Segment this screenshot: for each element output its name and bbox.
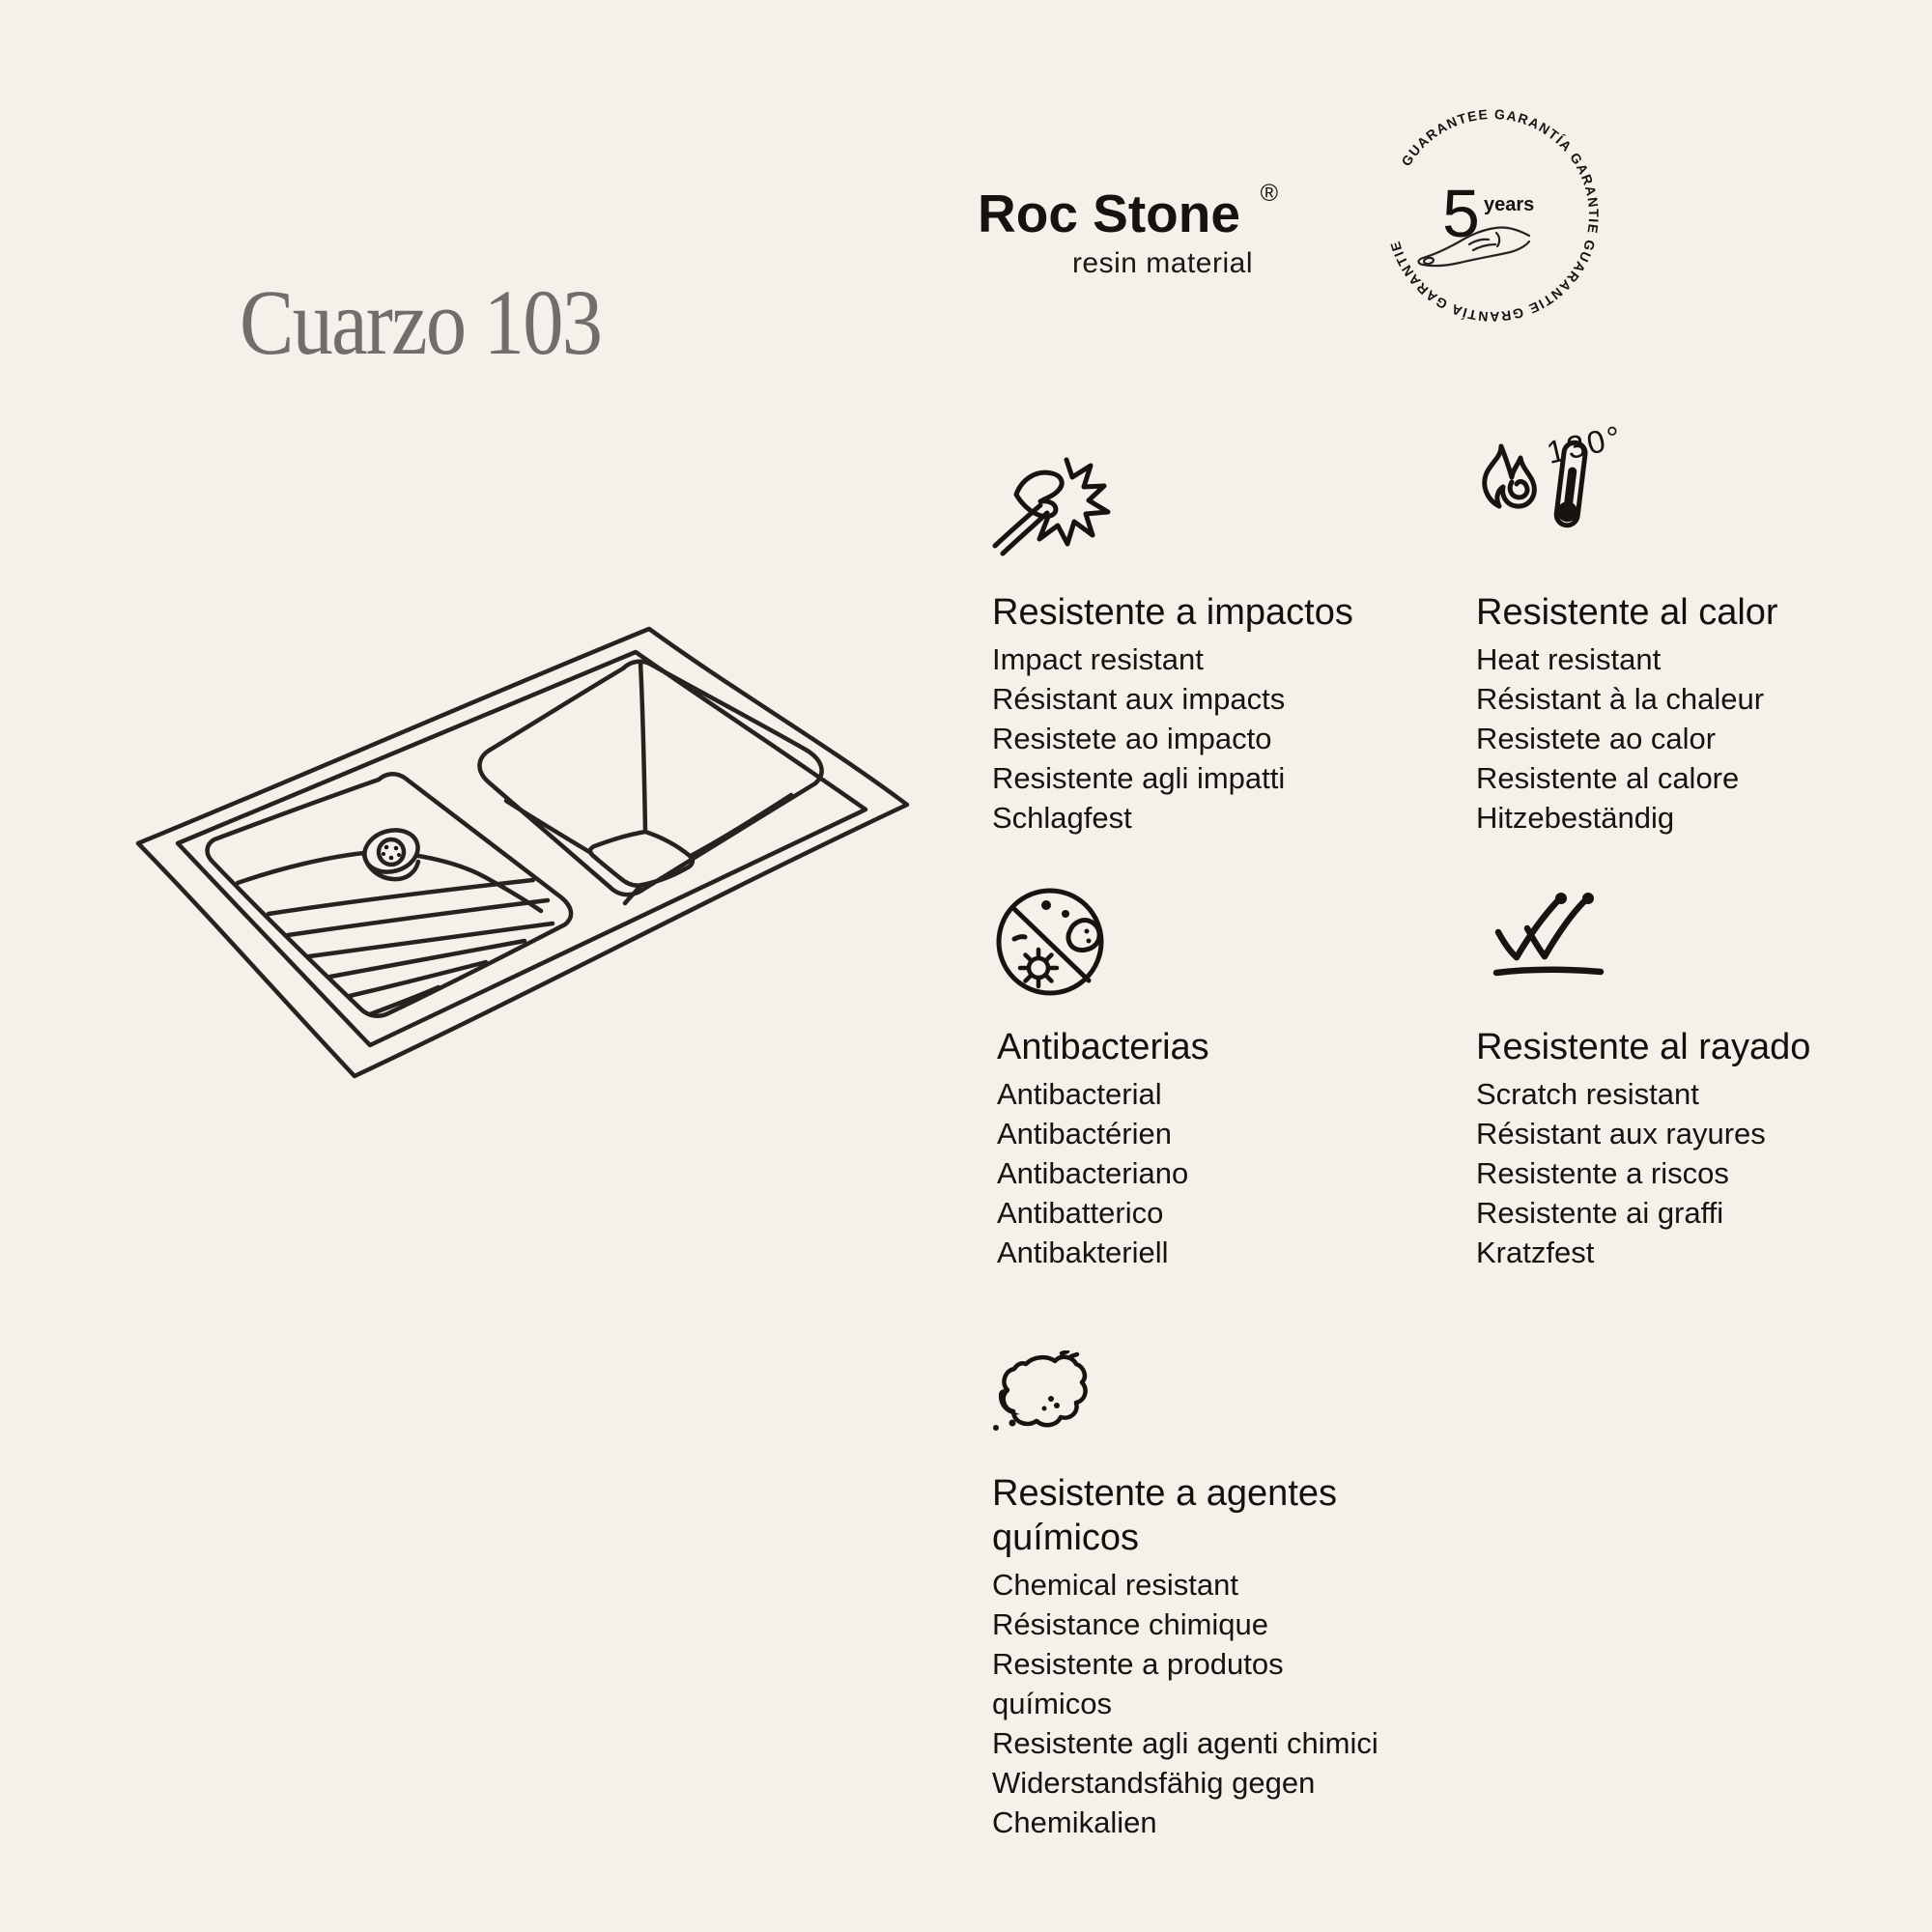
- guarantee-badge: [1376, 99, 1609, 332]
- feature-translation: Antibacterial: [997, 1077, 1162, 1111]
- feature-title: Resistente al rayado: [1476, 1027, 1811, 1067]
- no-bacteria-icon: [993, 885, 1107, 999]
- badge-years-label: years: [1484, 194, 1535, 215]
- feature-translation: Resistente agli agenti chimici: [992, 1726, 1378, 1760]
- badge-years-number: 5: [1442, 176, 1480, 251]
- feature-translation: Resistete ao impacto: [992, 722, 1272, 755]
- temperature-label: 130°: [1543, 417, 1627, 471]
- feature-translation: Antibakteriell: [997, 1236, 1169, 1269]
- feature-translation: Résistant aux impacts: [992, 682, 1286, 716]
- hammer-impact-icon: [991, 454, 1119, 558]
- feature-translation: Résistant aux rayures: [1476, 1117, 1766, 1151]
- feature-translation: Antibatterico: [997, 1196, 1164, 1230]
- feature-translation: Kratzfest: [1476, 1236, 1595, 1269]
- feature-translation: Resistente ai graffi: [1476, 1196, 1724, 1230]
- brand-tagline: resin material: [1071, 247, 1253, 279]
- feature-translation: Antibacteriano: [997, 1156, 1189, 1190]
- feature-impact: [992, 590, 1393, 838]
- feature-translation: Resistente a produtos químicos: [992, 1647, 1284, 1720]
- feature-translation: Antibactérien: [997, 1117, 1172, 1151]
- feature-translation: Chemical resistant: [992, 1568, 1238, 1602]
- feature-translation: Hitzebeständig: [1476, 801, 1675, 835]
- chemical-foam-icon: [993, 1350, 1094, 1451]
- feature-translation: Resistete ao calor: [1476, 722, 1717, 755]
- feature-title: Resistente al calor: [1476, 592, 1778, 633]
- feature-title: Resistente a agentes químicos: [992, 1473, 1338, 1558]
- feature-translation: Widerstandsfähig gegen Chemikalien: [992, 1766, 1316, 1839]
- feature-translation: Resistente agli impatti: [992, 761, 1286, 795]
- feature-translation: Résistance chimique: [992, 1607, 1269, 1641]
- feature-translation: Resistente a riscos: [1476, 1156, 1729, 1190]
- feature-translation: Schlagfest: [992, 801, 1132, 835]
- feature-antibacterial: [997, 1025, 1398, 1272]
- feature-translation: Impact resistant: [992, 642, 1204, 676]
- feature-translation: Résistant à la chaleur: [1476, 682, 1765, 716]
- feature-title: Resistente a impactos: [992, 592, 1353, 633]
- badge-circle-text: GUARANTEE GARANTÍA GARANTIE GUARANTIE GRANTÍA GARANTIE: [1386, 105, 1603, 326]
- brand-name: Roc Stone: [978, 184, 1240, 243]
- feature-translation: Resistente al calore: [1476, 761, 1740, 795]
- feature-chemical: [992, 1471, 1393, 1842]
- feature-scratch: [1476, 1025, 1877, 1272]
- feature-title: Antibacterias: [997, 1027, 1209, 1067]
- page-title: Cuarzo 103: [240, 270, 602, 375]
- feature-translation: Scratch resistant: [1476, 1077, 1699, 1111]
- brand-logo: [978, 180, 1278, 280]
- double-bowl-sink-sketch: [97, 560, 966, 1159]
- registered-trademark-icon: ®: [1260, 180, 1278, 207]
- feature-translation: Heat resistant: [1476, 642, 1662, 676]
- feature-heat: [1476, 590, 1877, 838]
- scratch-marks-icon: [1491, 892, 1606, 980]
